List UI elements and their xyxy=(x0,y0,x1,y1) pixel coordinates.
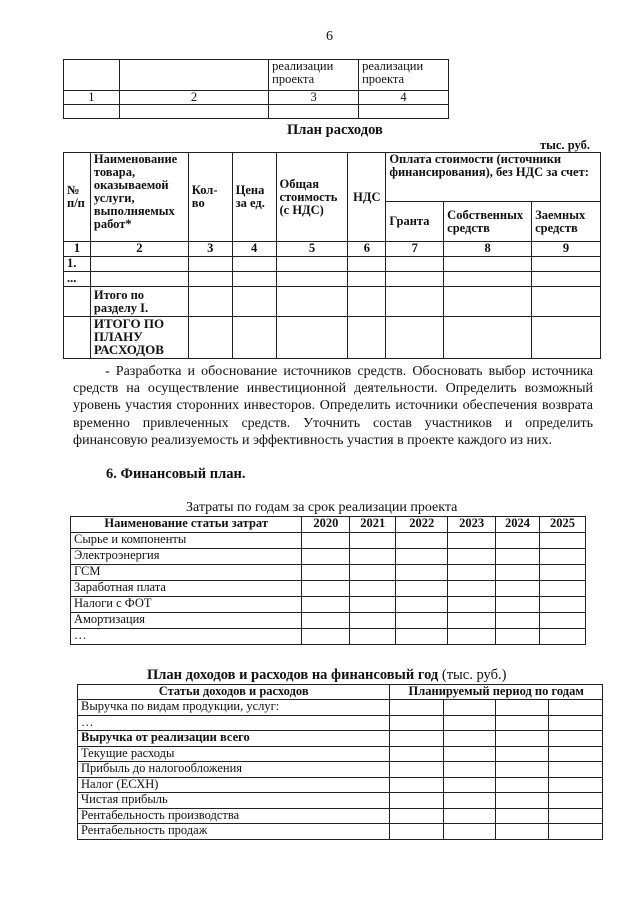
income-plan-table xyxy=(77,684,603,840)
table-cell xyxy=(396,533,448,549)
table-cell xyxy=(496,533,540,549)
table-cell xyxy=(549,824,603,840)
table-cell xyxy=(448,565,496,581)
table-cell xyxy=(188,257,232,272)
table-cell xyxy=(496,793,549,809)
table-cell xyxy=(444,731,496,747)
table-cell xyxy=(496,700,549,716)
top-table xyxy=(63,59,449,119)
table-row xyxy=(64,60,449,91)
table-row xyxy=(78,824,603,840)
table-cell xyxy=(549,793,603,809)
table-cell xyxy=(396,597,448,613)
table-cell xyxy=(549,715,603,731)
cost-item-label: … xyxy=(71,629,302,645)
col-number: 2 xyxy=(90,242,188,257)
col-number: 3 xyxy=(188,242,232,257)
income-item-label: Рентабельность продаж xyxy=(78,824,390,840)
table-cell xyxy=(64,287,91,317)
col-number: 4 xyxy=(232,242,276,257)
col-number: 9 xyxy=(532,242,601,257)
table-cell xyxy=(390,762,444,778)
expense-plan-title: План расходов xyxy=(287,122,383,138)
income-header-period: Планируемый период по годам xyxy=(390,685,603,700)
table-cell xyxy=(232,272,276,287)
table-row xyxy=(71,533,586,549)
table-row xyxy=(71,597,586,613)
table-cell xyxy=(496,549,540,565)
table-row xyxy=(78,793,603,809)
table-cell xyxy=(540,613,586,629)
table-cell xyxy=(496,597,540,613)
table-cell xyxy=(302,629,350,645)
table-row xyxy=(78,700,603,716)
table-cell xyxy=(232,317,276,359)
table-row xyxy=(71,581,586,597)
table-cell xyxy=(302,581,350,597)
table-cell xyxy=(302,549,350,565)
table-cell xyxy=(386,272,444,287)
table-cell xyxy=(444,700,496,716)
table-cell xyxy=(532,257,601,272)
table-cell xyxy=(188,272,232,287)
table-cell xyxy=(540,597,586,613)
table-cell xyxy=(302,613,350,629)
table-cell xyxy=(188,317,232,359)
table-cell xyxy=(386,257,444,272)
row-number: 1. xyxy=(64,257,91,272)
year-header: 2024 xyxy=(496,517,540,533)
total-label: ИТОГО ПО ПЛАНУ РАСХОДОВ xyxy=(90,317,188,359)
sources-paragraph: - Разработка и обоснование источников средств. Обосновать выбор источника средств на осуществление инвестиционной деятельности. Определить возможный уровень участия сторонних инвесторов. Определить источники обеспечения возврата временно привлеченных средств. Уточнить состав участников и определить финансовую реализуемость и эффективность участия в проекте каждого из них. xyxy=(73,364,593,448)
table-cell xyxy=(359,105,449,119)
table-cell xyxy=(350,533,396,549)
table-cell xyxy=(444,287,532,317)
table-cell xyxy=(496,777,549,793)
year-header: 2020 xyxy=(302,517,350,533)
year-header: 2023 xyxy=(448,517,496,533)
header-own: Собственных средств xyxy=(444,202,532,242)
header-qty: Кол-во xyxy=(188,153,232,242)
cost-item-label: Заработная плата xyxy=(71,581,302,597)
header-grant: Гранта xyxy=(386,202,444,242)
table-cell xyxy=(64,317,91,359)
table-cell xyxy=(549,808,603,824)
table-row xyxy=(78,762,603,778)
table-row xyxy=(64,272,601,287)
table-cell xyxy=(350,629,396,645)
table-cell: реализации проекта xyxy=(269,60,359,91)
header-borrowed: Заемных средств xyxy=(532,202,601,242)
year-header: 2022 xyxy=(396,517,448,533)
income-header-items: Статьи доходов и расходов xyxy=(78,685,390,700)
table-cell xyxy=(64,105,120,119)
table-cell xyxy=(396,613,448,629)
row-number: ... xyxy=(64,272,91,287)
table-cell xyxy=(444,715,496,731)
table-cell xyxy=(496,715,549,731)
table-cell xyxy=(302,597,350,613)
cost-item-label: Налоги с ФОТ xyxy=(71,597,302,613)
table-cell xyxy=(396,629,448,645)
costs-caption: Затраты по годам за срок реализации проекта xyxy=(186,500,458,515)
table-cell xyxy=(390,793,444,809)
table-row xyxy=(71,629,586,645)
col-number: 7 xyxy=(386,242,444,257)
table-cell xyxy=(549,746,603,762)
year-header: 2025 xyxy=(540,517,586,533)
table-cell xyxy=(276,272,348,287)
table-cell xyxy=(276,317,348,359)
table-cell xyxy=(386,287,444,317)
table-row xyxy=(64,257,601,272)
table-cell xyxy=(396,549,448,565)
table-cell xyxy=(444,808,496,824)
table-cell xyxy=(390,808,444,824)
subtotal-label: Итого по разделу I. xyxy=(90,287,188,317)
table-cell xyxy=(350,565,396,581)
table-cell xyxy=(448,533,496,549)
table-row xyxy=(78,685,603,700)
table-cell xyxy=(448,613,496,629)
table-cell xyxy=(540,629,586,645)
income-item-label: Прибыль до налогообложения xyxy=(78,762,390,778)
table-cell xyxy=(532,272,601,287)
table-cell xyxy=(269,105,359,119)
table-cell xyxy=(496,629,540,645)
income-item-label: Выручка по видам продукции, услуг: xyxy=(78,700,390,716)
table-cell xyxy=(496,613,540,629)
table-cell xyxy=(390,700,444,716)
table-cell xyxy=(448,581,496,597)
table-cell xyxy=(232,257,276,272)
table-row xyxy=(71,549,586,565)
table-cell xyxy=(386,317,444,359)
table-cell xyxy=(496,746,549,762)
table-cell xyxy=(532,287,601,317)
cost-item-label: Электроэнергия xyxy=(71,549,302,565)
income-item-label: Рентабельность производства xyxy=(78,808,390,824)
table-cell xyxy=(496,731,549,747)
table-cell xyxy=(348,287,386,317)
expense-plan-table xyxy=(63,152,601,359)
table-row xyxy=(78,731,603,747)
table-row xyxy=(64,91,449,105)
col-number: 5 xyxy=(276,242,348,257)
table-cell xyxy=(390,731,444,747)
table-cell xyxy=(188,287,232,317)
income-plan-title-unit: (тыс. руб.) xyxy=(438,667,507,683)
table-cell xyxy=(90,257,188,272)
table-cell xyxy=(350,613,396,629)
table-cell xyxy=(444,824,496,840)
header-total: Общая стоимость (с НДС) xyxy=(276,153,348,242)
table-cell xyxy=(348,317,386,359)
table-cell xyxy=(540,533,586,549)
table-cell xyxy=(448,597,496,613)
table-cell xyxy=(540,581,586,597)
table-row xyxy=(64,242,601,257)
table-cell xyxy=(540,565,586,581)
table-cell xyxy=(444,272,532,287)
income-item-label: Выручка от реализации всего xyxy=(78,731,390,747)
col-number: 1 xyxy=(64,242,91,257)
table-cell xyxy=(549,700,603,716)
table-cell xyxy=(390,824,444,840)
table-cell: 4 xyxy=(359,91,449,105)
table-cell xyxy=(390,715,444,731)
header-num: № п/п xyxy=(64,153,91,242)
table-cell xyxy=(448,549,496,565)
table-row xyxy=(78,808,603,824)
table-cell xyxy=(276,257,348,272)
table-cell xyxy=(396,581,448,597)
table-cell xyxy=(64,60,120,91)
year-header: 2021 xyxy=(350,517,396,533)
table-cell xyxy=(444,777,496,793)
header-price: Цена за ед. xyxy=(232,153,276,242)
table-row xyxy=(71,613,586,629)
table-cell xyxy=(540,549,586,565)
table-row xyxy=(78,746,603,762)
income-item-label: … xyxy=(78,715,390,731)
table-cell xyxy=(396,565,448,581)
table-cell xyxy=(90,272,188,287)
table-cell xyxy=(444,317,532,359)
header-vat: НДС xyxy=(348,153,386,242)
income-item-label: Чистая прибыль xyxy=(78,793,390,809)
table-cell xyxy=(348,272,386,287)
table-cell xyxy=(350,549,396,565)
table-cell xyxy=(448,629,496,645)
table-cell xyxy=(444,746,496,762)
table-cell xyxy=(444,793,496,809)
table-cell xyxy=(350,581,396,597)
table-row xyxy=(71,565,586,581)
table-cell: 3 xyxy=(269,91,359,105)
income-plan-title-bold: План доходов и расходов на финансовый год xyxy=(147,667,439,683)
header-payment: Оплата стоимости (источники финансирования), без НДС за счет: xyxy=(386,153,601,202)
table-cell xyxy=(302,565,350,581)
income-plan-title xyxy=(147,667,506,684)
table-cell xyxy=(549,731,603,747)
header-name: Наименование товара, оказываемой услуги, выполняемых работ* xyxy=(90,153,188,242)
table-cell xyxy=(496,565,540,581)
table-row xyxy=(64,153,601,202)
cost-item-label: ГСМ xyxy=(71,565,302,581)
table-cell xyxy=(276,287,348,317)
table-cell xyxy=(350,597,396,613)
table-cell: 1 xyxy=(64,91,120,105)
table-cell xyxy=(119,105,268,119)
table-row xyxy=(71,517,586,533)
table-row xyxy=(78,777,603,793)
unit-label: тыс. руб. xyxy=(540,138,590,152)
costs-header-name: Наименование статьи затрат xyxy=(71,517,302,533)
table-row xyxy=(64,317,601,359)
costs-table xyxy=(70,516,586,645)
section-6-heading: 6. Финансовый план. xyxy=(106,466,246,482)
table-row xyxy=(64,287,601,317)
cost-item-label: Сырье и компоненты xyxy=(71,533,302,549)
table-row xyxy=(64,105,449,119)
col-number: 6 xyxy=(348,242,386,257)
col-number: 8 xyxy=(444,242,532,257)
table-cell xyxy=(532,317,601,359)
page-number: 6 xyxy=(326,29,333,44)
table-cell xyxy=(496,762,549,778)
table-cell xyxy=(390,746,444,762)
table-cell xyxy=(232,287,276,317)
table-row xyxy=(78,715,603,731)
table-cell: 2 xyxy=(119,91,268,105)
table-cell xyxy=(549,762,603,778)
table-cell xyxy=(496,808,549,824)
table-cell xyxy=(444,762,496,778)
table-cell xyxy=(496,824,549,840)
income-item-label: Текущие расходы xyxy=(78,746,390,762)
table-cell xyxy=(549,777,603,793)
table-cell xyxy=(496,581,540,597)
table-cell xyxy=(444,257,532,272)
table-cell: реализации проекта xyxy=(359,60,449,91)
cost-item-label: Амортизация xyxy=(71,613,302,629)
table-cell xyxy=(390,777,444,793)
table-cell xyxy=(302,533,350,549)
table-cell xyxy=(348,257,386,272)
table-cell xyxy=(119,60,268,91)
income-item-label: Налог (ЕСХН) xyxy=(78,777,390,793)
